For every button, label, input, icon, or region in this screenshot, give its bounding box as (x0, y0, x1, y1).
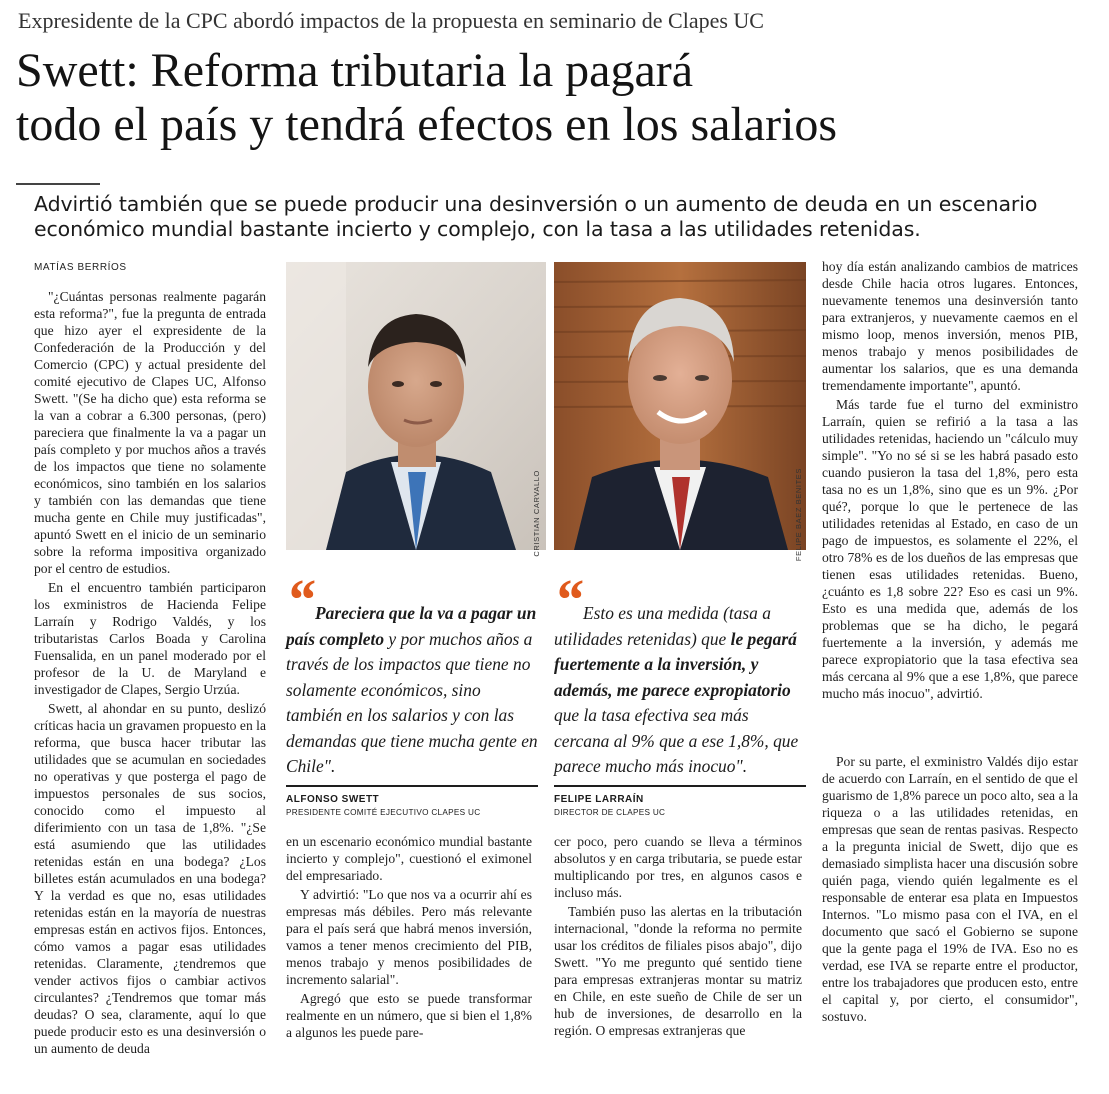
quote-text: Esto es una medida (tasa a utilidades retenidas) que (554, 603, 771, 649)
pull-quote-larrain (554, 567, 806, 780)
quote-divider (286, 785, 538, 787)
headline-line-1: Swett: Reforma tributaria la pagará (16, 44, 694, 97)
portrait-illustration (286, 262, 546, 550)
kicker: Expresidente de la CPC abordó impactos de la propuesta en seminario de Clapes UC (18, 8, 764, 33)
quote-mark-icon: “ (554, 567, 583, 632)
lead-paragraph: Advirtió también que se puede producir una desinversión o un aumento de deuda en un escenario económico mundial bastante incierto y complejo, con la tasa a las utilidades retenidas. (34, 192, 1038, 241)
quote-attribution-name: FELIPE LARRAÍN (554, 794, 644, 805)
body-paragraph: Más tarde fue el turno del exministro Larraín, quien se refirió a la tasa a las utilidades retenidas, haciendo un "cálculo muy simple". "Yo no sé si se les habrá pasado esto cuando pusieron la tasa del 1,8%, pero esta tasa no es un 1,8%, sino que es un 9%. ¿Por qué?, porque lo que le pertenece de las utilidades retenidas al Estado, en caso de un pago de impuestos, es solamente el 22%, el otro 78% es de los dueños de las empresas que tienen esas utilidades retenidas. Bueno, ¿cuánto es 1,8 sobre 22? Eso es casi un 9%. Esto es una medida que, además de los problemas que se ha dicho, le pegará fuertemente a la inversión, y además me parece expropiatorio que la tasa efectiva sea más cercana al 9% que a ese 1,8%, que parece mucho más inocuo", advirtió. (822, 397, 1078, 701)
body-column-1 (34, 288, 266, 1057)
photo-felipe-larrain (554, 262, 806, 550)
headline (16, 44, 837, 152)
headline-divider (16, 183, 100, 185)
body-paragraph: También puso las alertas en la tributación internacional, "donde la reforma no permite usar los créditos de filiales pisos abajo", dijo Swett. "Yo me pregunto qué sentido tiene para empresas extranjeras montar su matriz en Chile, en este sueño de Chile de ser un hub de inversiones, de desarrollo en la región. O empresas extranjeras que (554, 904, 802, 1038)
quote-attribution-role: PRESIDENTE COMITÉ EJECUTIVO CLAPES UC (286, 808, 481, 817)
body-paragraph: cer poco, pero cuando se lleva a términos absolutos y en carga tributaria, se puede estar multiplicando por tres, en algunos casos e incluso más. (554, 834, 802, 900)
body-paragraph: en un escenario económico mundial bastante incierto y complejo", cuestionó el eximonel del empresariado. (286, 834, 532, 883)
body-column-3-top (822, 258, 1078, 702)
photo-credit-larrain: FELIPE BAEZ BENITES (794, 468, 803, 562)
body-paragraph: En el encuentro también participaron los exministros de Hacienda Felipe Larraín y Rodrigo Valdés, y los tributaristas Carlos Boada y Carolina Fuensalida, en un panel moderado por el profesor de la U. de Maryland e investigador de Clapes, Sergio Urzúa. (34, 580, 266, 697)
portrait-illustration (554, 262, 806, 550)
quote-text: y por muchos años a través de los impactos que tiene no solamente económicos, sino también en los salarios y con las demandas que tiene mucha gente en Chile". (286, 628, 538, 776)
headline-line-2: todo el país y tendrá efectos en los salarios (16, 98, 838, 151)
photo-credit-swett: CRISTIAN CARVALLO (532, 470, 541, 557)
pull-quote-swett (286, 567, 538, 780)
quote-divider (554, 785, 806, 787)
body-paragraph: "¿Cuántas personas realmente pagarán esta reforma?", fue la pregunta de entrada que hizo ayer el expresidente de la Confederación de la Producción y del Comercio (CPC) y actual presidente del comité ejecutivo de Clapes UC, Alfonso Swett. "(Se ha dicho que) esta reforma se la van a cobrar a 6.300 personas, (pero) pareciera que finalmente la va a pagar un país completo y por muchos años a través de los impactos que tiene no solamente económicos, sino también en los salarios y también con las demandas que tiene mucha gente en Chile muy justificadas", apuntó Swett en el inicio de un seminario sobre la reforma impositiva organizado por el centro de estudios. (34, 289, 266, 576)
byline: MATÍAS BERRÍOS (34, 262, 127, 273)
body-column-3-bottom (822, 753, 1078, 1025)
body-paragraph: Por su parte, el exministro Valdés dijo estar de acuerdo con Larraín, en el sentido de que el guarismo de 1,8% parece un poco alto, sea a la riqueza o a las utilidades retenidas, en empresas que sean de rentas pasivas. Respecto a la pregunta inicial de Swett, dijo que es demasiado simplista hacer una discusión sobre quién paga, viendo quién legalmente es el responsable de enterar esa plata en Impuestos Internos. "Lo mismo pasa con el IVA, en el documento que sacó el Gobierno se supone que la gente paga el 19% de IVA. Eso no es verdad, ese IVA se reparte entre el productor, entre los trabajadores que producen esto, entre el capital y, por cierto, el consumidor", sostuvo. (822, 754, 1078, 1024)
body-paragraph: hoy día están analizando cambios de matrices desde Chile hacia otros lugares. Entonces, nuevamente tenemos una desinversión tanto para extranjeros, y nuevamente caemos en el mismo loop, menos inversión, menos PIB, menos trabajo y menos posibilidades de aumentar los salarios, que es una demanda tremendamente importante", apuntó. (822, 259, 1078, 393)
quote-attribution-role: DIRECTOR DE CLAPES UC (554, 808, 666, 817)
quote-bold: Pareciera que la va a pagar un país completo (286, 603, 537, 649)
body-column-2b (554, 833, 802, 1039)
body-paragraph: Y advirtió: "Lo que nos va a ocurrir ahí es empresas más débiles. Pero más relevante para el país será que habrá menos inversión, vamos a tener menos crecimiento del PIB, menos trabajo y menos posibilidades de incremento salarial". (286, 887, 532, 987)
quote-text: que la tasa efectiva sea más cercana al 9% que a ese 1,8%, que parece mucho más inocuo". (554, 705, 799, 776)
body-column-2a (286, 833, 532, 1041)
quote-mark-icon: “ (286, 567, 315, 632)
quote-bold: le pegará fuertemente a la inversión, y además, me parece expropiatorio (554, 628, 797, 700)
photo-alfonso-swett (286, 262, 546, 550)
body-paragraph: Agregó que esto se puede transformar realmente en un número, que si bien el 1,8% a algunos les puede pare- (286, 991, 532, 1040)
quote-attribution-name: ALFONSO SWETT (286, 794, 380, 805)
body-paragraph: Swett, al ahondar en su punto, deslizó críticas hacia un gravamen propuesto en la reforma, que busca hacer tributar las utilidades que se acumulan en sociedades no operativas y que posterga el pago de impuestos personales de sus socios, conocido como el impuesto al diferimiento con un tasa de 1,8%. "¿Se está asumiendo que las utilidades retenidas están en una bodega? ¿Los billetes están acumulados en una bodega? Y la verdad es que no, esas utilidades retenidas están en la mayoría de nuestras empresas están en activos fijos. Entonces, cómo vamos a pagar esas utilidades retenidas. Claramente, ¿tendremos que vender activos fijos o cambiar activos circulantes? ¿Tendremos que tomar más deudas? O sea, claramente, aquí lo que puede producir esto es una desinversión o un aumento de deuda (34, 701, 266, 1056)
